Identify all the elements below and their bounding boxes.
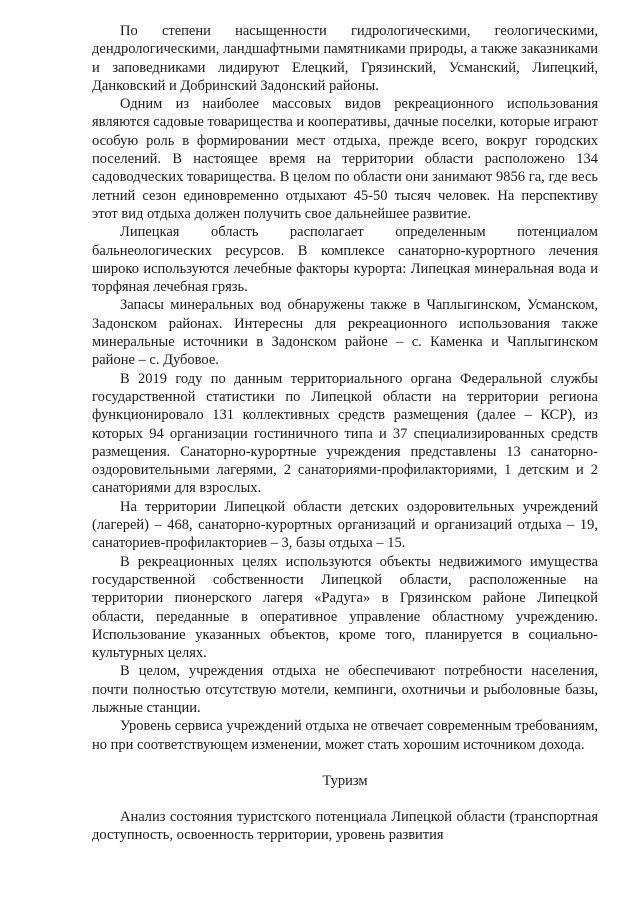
paragraph-tourism-analysis: Анализ состояния туристского потенциала Липецкой области (транспортная доступность, освоенность территории, уровень развития bbox=[92, 809, 598, 844]
paragraph-nature-reserves: По степени насыщенности гидрологическими, геологическими, дендрологическими, ландшафтными памятниками природы, а также заказниками и заповедниками лидируют Елецкий, Грязинский, Усманский, Липецкий, Данковский и Добринский Задонский районы. bbox=[92, 23, 598, 94]
paragraph-state-property: В рекреационных целях используются объекты недвижимого имущества государственной собственности Липецкой области, расположенные на территории пионерского лагеря «Радуга» в Грязинском районе Липецкой области, переданные в оперативное управление областному учреждению. Использование указанных объектов, кроме того, планируется в социально-культурных целях. bbox=[92, 553, 598, 662]
paragraph-needs-not-met: В целом, учреждения отдыха не обеспечивают потребности населения, почти полностью отсутствую мотели, кемпинги, охотничьи и рыболовные базы, лыжные станции. bbox=[92, 663, 598, 716]
paragraph-garden-partnerships: Одним из наиболее массовых видов рекреационного использования являются садовые товарищества и кооперативы, дачные поселки, которые играют особую роль в формировании мест отдыха, прежде всего, вокруг городских поселений. В настоящее время на территории области расположено 134 садоводческих товарищества. В целом по области они занимают 9856 га, где весь летний сезон единовременно отдыхают 45-50 тысяч человек. На перспективу этот вид отдыха должен получить свое дальнейшее развитие. bbox=[92, 96, 599, 222]
paragraph-mineral-waters: Запасы минеральных вод обнаружены также в Чаплыгинском, Усманском, Задонском районах. Интересны для рекреационного использования также минеральные источники в Задонском районе – с. Каменка и Чаплыгинском районе – с. Дубовое. bbox=[92, 297, 598, 369]
paragraph-health-institutions: На территории Липецкой области детских оздоровительных учреждений (лагерей) – 468, санаторно-курортных организаций и организаций отдыха – 19, санаториев-профилакториев – 3, базы отдыха – 15. bbox=[92, 498, 598, 552]
paragraph-balneological-resources: Липецкая область располагает определенным потенциалом бальнеологических ресурсов. В комплексе санаторно-курортного лечения широко используются лечебные факторы курорта: Липецкая минеральная вода и торфяная лечебная грязь. bbox=[92, 224, 598, 296]
document-body bbox=[92, 22, 598, 845]
paragraph-accommodation-statistics: В 2019 году по данным территориального органа Федеральной службы государственной статистики по Липецкой области на территории региона функционировало 131 коллективных средств размещения (далее – КСР), из которых 94 организации гостиничного типа и 37 специализированных средств размещения. Санаторно-курортные учреждения представлены 13 санаторно-оздоровительными лагерями, 2 санаториями-профилакториями, 1 детским и 2 санаториями для взрослых. bbox=[92, 370, 598, 497]
paragraph-service-level: Уровень сервиса учреждений отдыха не отвечает современным требованиям, но при соответствующем изменении, может стать хорошим источником дохода. bbox=[92, 718, 598, 753]
section-heading-tourism: Туризм bbox=[322, 772, 368, 789]
